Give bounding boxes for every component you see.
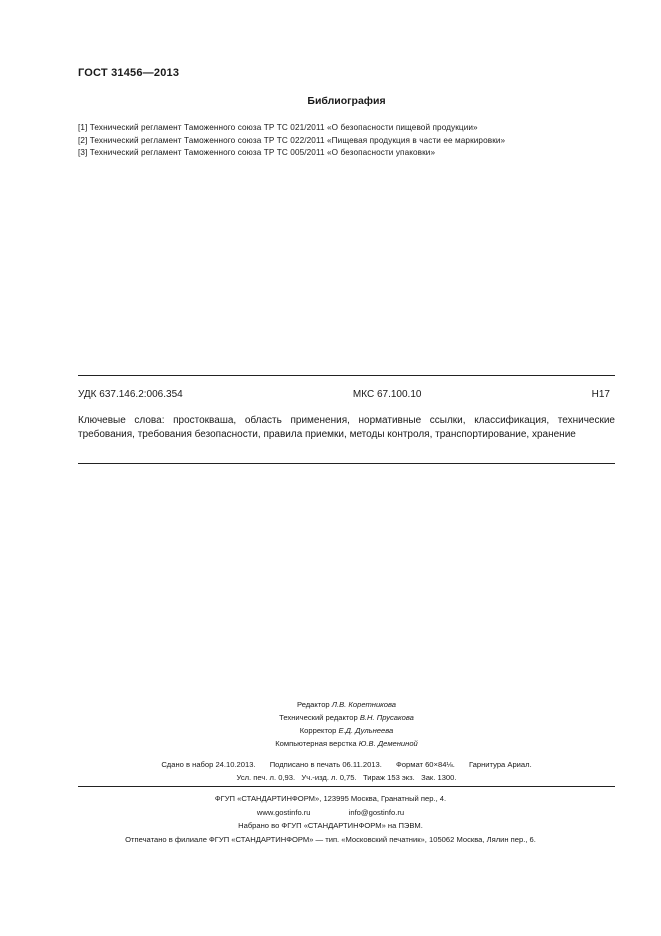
divider-keywords [78,463,615,464]
bibliography-item: [2] Технический регламент Таможенного союза ТР ТС 022/2011 «Пищевая продукция в части ее маркировки» [78,135,506,145]
typeset-note: Набрано во ФГУП «СТАНДАРТИНФОРМ» на ПЭВМ. [238,821,423,830]
bibliography-title [0,95,661,107]
order-number: Зак. 1300. [421,773,457,782]
keywords: Ключевые слова: простокваша, область применения, нормативные ссылки, классификация, технические требования, требования безопасности, правила приемки, методы контроля, транспортирование, хранение [78,415,615,440]
credits-block [0,698,661,750]
udk-code: УДК 637.146.2:006.354 [78,389,183,400]
corrector-name: Е.Д. Дульнеева [338,726,394,735]
publisher-address: ФГУП «СТАНДАРТИНФОРМ», 123995 Москва, Гранатный пер., 4. [214,794,447,803]
printed-note: Отпечатано в филиале ФГУП «СТАНДАРТИНФОРМ» — тип. «Московский печатник», 105062 Москва, Лялин пер., 6. [125,834,536,844]
sign-date: Подписано в печать 06.11.2013. [269,760,382,769]
editor-label: Редактор [296,700,330,709]
print-sheets: Усл. печ. л. 0,93. [236,773,296,782]
divider-publisher [78,786,615,787]
corrector-label: Корректор [299,726,337,735]
editor-name: Л.В. Коретникова [331,700,397,709]
document-code: ГОСТ 31456—2013 [78,67,180,79]
set-date: Сдано в набор 24.10.2013. [161,760,256,769]
print-info [0,758,661,784]
layout-label: Компьютерная верстка [275,739,357,748]
publisher-block [0,792,661,846]
tech-editor-label: Технический редактор [279,713,358,722]
group-code: Н17 [591,389,610,400]
tech-editor-name: В.Н. Прусакова [359,713,414,722]
bibliography-title-text: Библиография [307,95,386,107]
bibliography-item: [3] Технический регламент Таможенного союза ТР ТС 005/2011 «О безопасности упаковки» [78,148,436,157]
publisher-website: www.gostinfo.ru [256,807,311,817]
publisher-email: info@gostinfo.ru [348,807,405,817]
mks-code: МКС 67.100.10 [352,389,422,400]
bibliography-list [78,122,505,160]
pub-sheets: Уч.-изд. л. 0,75. [301,773,357,782]
bibliography-item: [1] Технический регламент Таможенного союза ТР ТС 021/2011 «О безопасности пищевой продукции» [78,123,478,132]
layout-name: Ю.В. Демениной [358,739,418,748]
print-run: Тираж 153 экз. [362,773,415,782]
typeface: Гарнитура Ариал. [468,760,532,769]
format: Формат 60×84⅛. [396,760,455,769]
classification-row [78,389,610,400]
divider-top [78,375,615,376]
